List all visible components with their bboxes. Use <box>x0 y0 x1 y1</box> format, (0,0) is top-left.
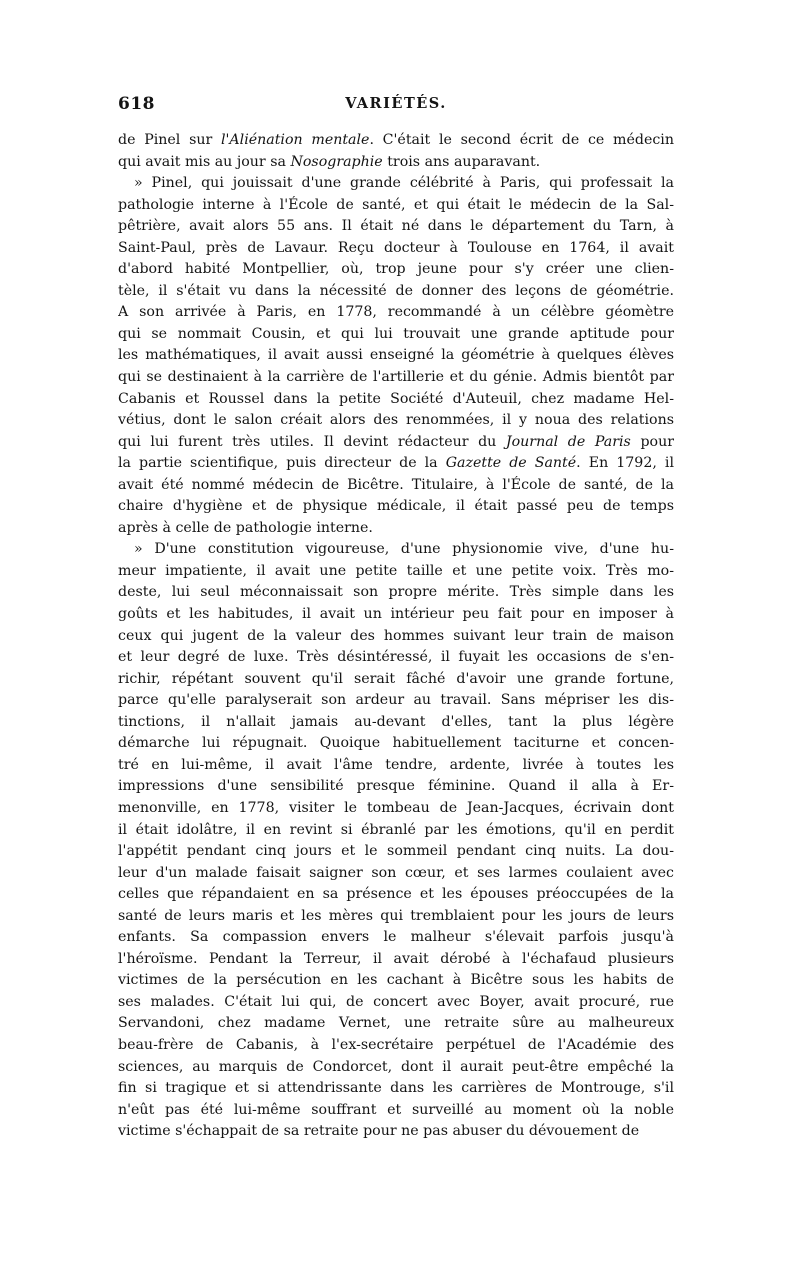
text-line <box>118 927 674 949</box>
text-segment: avait été nommé médecin de Bicêtre. Titulaire, à l'École de santé, de la <box>118 476 674 493</box>
text-segment: chaire d'hygiène et de physique médicale, il était passé peu de temps <box>118 498 674 515</box>
italic-title: Journal de Paris <box>505 433 631 450</box>
text-line <box>118 733 674 755</box>
paragraph <box>118 539 674 1142</box>
italic-title: l'Aliénation mentale <box>220 132 370 148</box>
text-line <box>118 518 674 540</box>
text-segment: vétius, dont le salon créait alors des renommées, il y noua des relations <box>118 412 674 429</box>
text-line <box>118 453 674 475</box>
text-line <box>118 238 674 260</box>
text-segment: santé de leurs maris et les mères qui tremblaient pour les jours de leurs <box>118 907 674 924</box>
italic-title: Gazette de Santé <box>445 455 577 472</box>
text-segment: victime s'échappait de sa retraite pour ne pas abuser du dévouement de <box>118 1123 640 1140</box>
text-line <box>118 970 674 992</box>
text-segment: impressions d'une sensibilité presque féminine. Quand il alla à Er- <box>118 778 674 795</box>
text-segment: leur d'un malade faisait saigner son cœur, et ses larmes coulaient avec <box>118 864 674 881</box>
text-segment: l'héroïsme. Pendant la Terreur, il avait dérobé à l'échafaud plusieurs <box>118 950 674 967</box>
text-segment: fin si tragique et si attendrissante dans les carrières de Montrouge, s'il <box>118 1080 674 1097</box>
text-segment: » D'une constitution vigoureuse, d'une physionomie vive, d'une hu- <box>134 541 674 558</box>
text-segment: qui avait mis au jour sa <box>118 153 291 170</box>
text-line <box>118 173 674 195</box>
text-line <box>118 367 674 389</box>
text-segment: d'abord habité Montpellier, où, trop jeune pour s'y créer une clien- <box>118 261 674 278</box>
text-line <box>118 1057 674 1079</box>
paragraph <box>118 173 674 539</box>
text-line <box>118 690 674 712</box>
text-segment: A son arrivée à Paris, en 1778, recommandé à un célèbre géomètre <box>118 304 674 321</box>
text-line <box>118 281 674 303</box>
text-line <box>118 389 674 411</box>
text-line <box>118 798 674 820</box>
italic-title: Nosographie <box>290 153 383 170</box>
text-line <box>118 755 674 777</box>
text-segment: enfants. Sa compassion envers le malheur s'élevait parfois jusqu'à <box>118 929 674 946</box>
text-segment: sciences, au marquis de Condorcet, dont il aurait peut-être empêché la <box>118 1058 674 1075</box>
text-segment: démarche lui répugnait. Quoique habituellement taciturne et concen- <box>118 735 674 752</box>
text-segment: menonville, en 1778, visiter le tombeau de Jean-Jacques, écrivain dont <box>118 799 674 816</box>
text-segment: tinctions, il n'allait jamais au-devant d'elles, tant la plus légère <box>118 713 674 730</box>
text-segment: victimes de la persécution en les cachant à Bicêtre sous les habits de <box>118 972 674 989</box>
text-line <box>118 820 674 842</box>
running-head <box>118 94 674 118</box>
text-line <box>118 1121 674 1143</box>
text-line <box>118 475 674 497</box>
text-line <box>118 1035 674 1057</box>
text-line <box>118 906 674 928</box>
text-segment: ses malades. C'était lui qui, de concert avec Boyer, avait procuré, rue <box>118 993 674 1010</box>
text-segment: et leur degré de luxe. Très désintéressé, il fuyait les occasions de s'en- <box>118 649 674 666</box>
text-line <box>118 1078 674 1100</box>
text-segment: pour <box>630 433 674 450</box>
text-segment: richir, répétant souvent qu'il serait fâché d'avoir une grande fortune, <box>118 670 674 687</box>
text-line <box>118 626 674 648</box>
text-line <box>118 669 674 691</box>
text-segment: qui se nommait Cousin, et qui lui trouvait une grande aptitude pour <box>118 325 674 342</box>
text-line <box>118 302 674 324</box>
text-segment: il était idolâtre, il en revint si ébranlé par les émotions, qu'il en perdit <box>118 821 674 838</box>
text-line <box>118 1013 674 1035</box>
text-line <box>118 432 674 454</box>
text-line <box>118 863 674 885</box>
text-segment: pêtrière, avait alors 55 ans. Il était né dans le département du Tarn, à <box>118 218 674 235</box>
text-segment: qui se destinaient à la carrière de l'artillerie et du génie. Admis bientôt par <box>118 369 674 386</box>
section-title: VARIÉTÉS. <box>345 95 447 112</box>
text-line <box>118 582 674 604</box>
text-line <box>118 345 674 367</box>
text-segment: n'eût pas été lui-même souffrant et surveillé au moment où la noble <box>118 1101 674 1118</box>
paragraph <box>118 130 674 173</box>
text-segment: la partie scientifique, puis directeur de la <box>118 455 446 472</box>
text-line <box>118 195 674 217</box>
text-segment: qui lui furent très utiles. Il devint rédacteur du <box>118 433 506 450</box>
text-line <box>118 949 674 971</box>
text-segment: de Pinel sur <box>118 132 221 148</box>
text-segment: ceux qui jugent de la valeur des hommes suivant leur train de maison <box>118 627 674 644</box>
text-segment: goûts et les habitudes, il avait un intérieur peu fait pour en imposer à <box>118 606 674 623</box>
text-segment: meur impatiente, il avait une petite taille et une petite voix. Très mo- <box>118 562 674 579</box>
text-segment: après à celle de pathologie interne. <box>118 519 373 536</box>
text-segment: Saint-Paul, près de Lavaur. Reçu docteur à Toulouse en 1764, il avait <box>118 239 674 256</box>
text-line <box>118 1100 674 1122</box>
text-segment: . En 1792, il <box>576 455 674 472</box>
text-line <box>118 539 674 561</box>
page-number: 618 <box>118 94 155 114</box>
text-segment: tré en lui-même, il avait l'âme tendre, ardente, livrée à toutes les <box>118 756 674 773</box>
text-segment: Servandoni, chez madame Vernet, une retraite sûre au malheureux <box>118 1015 674 1032</box>
text-line <box>118 152 674 174</box>
text-segment: celles que répandaient en sa présence et les épouses préoccupées de la <box>118 886 674 903</box>
text-line <box>118 259 674 281</box>
text-segment: pathologie interne à l'École de santé, et qui était le médecin de la Sal- <box>118 196 674 213</box>
text-segment: » Pinel, qui jouissait d'une grande célébrité à Paris, qui professait la <box>134 175 674 192</box>
text-segment: beau-frère de Cabanis, à l'ex-secrétaire perpétuel de l'Académie des <box>118 1036 674 1053</box>
text-line <box>118 496 674 518</box>
text-segment: tèle, il s'était vu dans la nécessité de donner des leçons de géométrie. <box>118 282 674 299</box>
text-segment: trois ans auparavant. <box>382 153 541 170</box>
text-segment: deste, lui seul méconnaissait son propre mérite. Très simple dans les <box>118 584 674 601</box>
text-segment: les mathématiques, il avait aussi enseigné la géométrie à quelques élèves <box>118 347 674 364</box>
text-line <box>118 647 674 669</box>
text-line <box>118 712 674 734</box>
text-line <box>118 410 674 432</box>
text-line <box>118 561 674 583</box>
text-segment: l'appétit pendant cinq jours et le sommeil pendant cinq nuits. La dou- <box>118 843 674 860</box>
text-segment: Cabanis et Roussel dans la petite Société d'Auteuil, chez madame Hel- <box>118 390 674 407</box>
text-segment: parce qu'elle paralyserait son ardeur au travail. Sans mépriser les dis- <box>118 692 674 709</box>
text-line <box>118 604 674 626</box>
text-line <box>118 776 674 798</box>
text-segment: . C'était le second écrit de ce médecin <box>369 132 674 148</box>
text-line <box>118 841 674 863</box>
body-text <box>118 130 674 1143</box>
text-line <box>118 992 674 1014</box>
text-line <box>118 130 674 152</box>
book-page <box>118 94 674 1143</box>
text-line <box>118 324 674 346</box>
text-line <box>118 216 674 238</box>
text-line <box>118 884 674 906</box>
